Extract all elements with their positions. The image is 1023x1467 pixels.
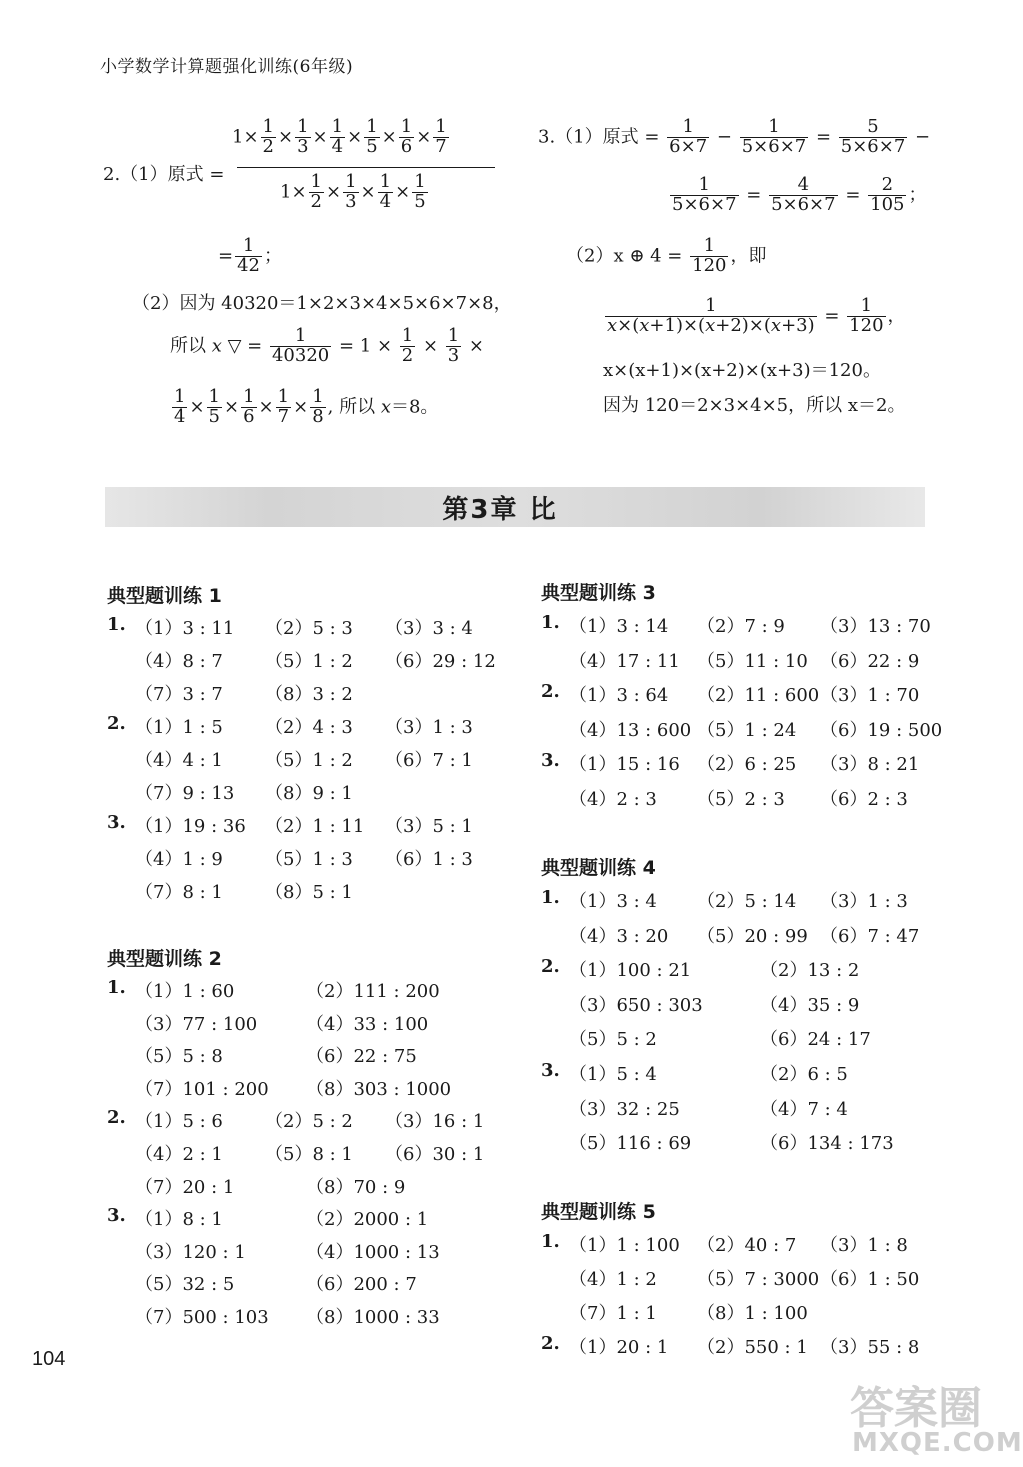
answer-item: （3）1 : 8	[820, 1235, 908, 1256]
answer-item: （4）4 : 1	[135, 750, 223, 771]
answer-item: （1）8 : 1	[135, 1209, 223, 1231]
answer-item: （4）1 : 2	[569, 1269, 657, 1290]
question-number: 1.	[107, 614, 126, 635]
q2-eq: =	[218, 245, 234, 267]
answer-item: （4）13 : 600	[569, 719, 692, 741]
q2-2-so: 所以 x ▽ = $\frac{1}{40320}$ = 1 × $\frac{1}{2}$ × $\frac{1}{3}$ ×	[170, 325, 485, 366]
q3-label: 3.（1）原式 =	[538, 126, 660, 148]
answer-item: （5）7 : 3000	[697, 1269, 820, 1290]
answer-item: （8）1 : 100	[697, 1303, 808, 1324]
answer-item: （2）5 : 2	[265, 1111, 353, 1133]
q3-2-line3: 因为 120＝2×3×4×5，所以 x＝2。	[603, 395, 906, 416]
answer-item: （6）1 : 3	[385, 849, 473, 870]
answer-item: （3）77 : 100	[135, 1013, 258, 1035]
question-number: 1.	[541, 887, 560, 908]
answer-item: （1）15 : 16	[569, 754, 680, 776]
answer-item: （1）100 : 21	[569, 960, 692, 982]
answer-item: （1）1 : 60	[135, 981, 235, 1002]
answer-item: （4）2 : 3	[569, 789, 657, 810]
answer-item: （4）1 : 9	[135, 849, 223, 870]
question-number: 3.	[541, 1060, 560, 1081]
answer-item: （7）101 : 200	[135, 1078, 269, 1100]
page-number: 104	[32, 1348, 66, 1370]
question-number: 1.	[541, 612, 560, 633]
q3-2-line2: x×(x+1)×(x+2)×(x+3)＝120。	[603, 360, 881, 381]
q2-2-end: $\frac{1}{4}$ × $\frac{1}{5}$ × $\frac{1}{6}$ × $\frac{1}{7}$ × $\frac{1}{8}$ , 所以 x＝8。	[174, 386, 439, 427]
answer-item: （5）1 : 2	[265, 750, 353, 771]
answer-item: （7）1 : 1	[569, 1303, 657, 1324]
q3-2-fraction: $\frac{1}{x\times(x+1)\times(x+2)\times(x+3)}$ = $\frac{1}{120}$ ，	[607, 295, 906, 336]
q2-numerator: 1× $\frac{1}{2}$ × $\frac{1}{3}$ × $\frac{1}{4}$ × $\frac{1}{5}$ × $\frac{1}{6}$ × $\frac{1}{7}$	[232, 116, 447, 157]
watermark-logo: 答案圈	[850, 1383, 982, 1434]
section-title-4: 典型题训练 4	[541, 857, 656, 879]
question-number: 3.	[541, 750, 560, 772]
answer-item: （2）13 : 2	[760, 960, 860, 982]
answer-item: （3）13 : 70	[820, 616, 931, 637]
answer-item: （8）5 : 1	[265, 882, 353, 903]
question-number: 2.	[107, 713, 126, 734]
q2-2-line: （2）因为 40320＝1×2×3×4×5×6×7×8，	[132, 293, 512, 314]
answer-item: （5）11 : 10	[697, 650, 808, 672]
answer-item: （2）111 : 200	[306, 981, 440, 1002]
answer-item: （4）8 : 7	[135, 651, 223, 672]
chapter-title: 第3章 比	[442, 495, 558, 525]
answer-item: （6）22 : 75	[306, 1046, 417, 1068]
answer-item: （6）2 : 3	[820, 789, 908, 810]
answer-item: （5）5 : 8	[135, 1046, 223, 1068]
page-header: 小学数学计算题强化训练(6年级)	[100, 57, 354, 77]
answer-item: （2）6 : 25	[697, 754, 797, 776]
answer-item: （3）8 : 21	[820, 754, 920, 776]
answer-item: （6）29 : 12	[385, 651, 496, 672]
answer-item: （4）2 : 1	[135, 1144, 223, 1165]
section-title-3: 典型题训练 3	[541, 582, 656, 604]
answer-item: （2）40 : 7	[697, 1235, 797, 1256]
q3-2-ji: ，即	[730, 245, 767, 267]
answer-item: （8）3 : 2	[265, 684, 353, 705]
answer-item: （6）19 : 500	[820, 719, 943, 741]
section-title-5: 典型题训练 5	[541, 1201, 656, 1223]
q3-line2: $\frac{1}{5\times 6\times 7}$ = $\frac{4}{5\times 6\times 7}$ = $\frac{2}{105}$ ；	[672, 174, 927, 215]
answer-item: （5）2 : 3	[697, 789, 785, 810]
answer-item: （7）20 : 1	[135, 1176, 235, 1198]
answer-item: （7）3 : 7	[135, 684, 223, 705]
answer-item: （6）22 : 9	[820, 650, 920, 672]
question-number: 2.	[541, 681, 560, 703]
answer-item: （5）8 : 1	[265, 1144, 353, 1165]
answer-item: （8）1000 : 33	[306, 1307, 440, 1328]
q3-2-lbl: （2）x ⊕ 4 =	[566, 245, 683, 267]
answer-item: （5）116 : 69	[569, 1133, 692, 1155]
answer-item: （3）32 : 25	[569, 1098, 680, 1120]
answer-item: （1）5 : 6	[135, 1111, 223, 1133]
question-number: 3.	[107, 1205, 126, 1227]
answer-item: （4）35 : 9	[760, 994, 860, 1016]
answer-item: （6）7 : 1	[385, 750, 473, 771]
answer-item: （2）5 : 14	[697, 891, 797, 912]
answer-item: （7）500 : 103	[135, 1307, 269, 1328]
question-number: 2.	[541, 1333, 560, 1354]
answer-item: （3）3 : 4	[385, 618, 473, 639]
answer-item: （5）5 : 2	[569, 1029, 657, 1051]
answer-item: （5）20 : 99	[697, 925, 808, 947]
answer-item: （6）24 : 17	[760, 1029, 871, 1051]
watermark-url: MXQE.COM	[852, 1428, 1023, 1458]
question-number: 2.	[107, 1107, 126, 1129]
answer-item: （1）3 : 4	[569, 891, 657, 912]
answer-item: （6）134 : 173	[760, 1133, 894, 1155]
q2-fraction-bar	[237, 167, 495, 168]
answer-item: （2）6 : 5	[760, 1064, 848, 1085]
q2-result: = $\frac{1}{42}$ ；	[218, 235, 282, 276]
answer-item: （1）20 : 1	[569, 1337, 669, 1358]
answer-item: （1）1 : 100	[569, 1235, 680, 1256]
question-number: 2.	[541, 956, 560, 978]
answer-item: （3）1 : 3	[385, 717, 473, 738]
answer-item: （8）303 : 1000	[306, 1078, 452, 1100]
q2-label: 2.（1）原式 =	[103, 164, 225, 185]
answer-item: （4）7 : 4	[760, 1098, 848, 1120]
answer-item: （8）9 : 1	[265, 783, 353, 804]
answer-item: （2）1 : 11	[265, 816, 365, 837]
answer-item: （1）3 : 14	[569, 616, 669, 637]
answer-item: （3）650 : 303	[569, 994, 703, 1016]
q3-2-label: （2）x ⊕ 4 = $\frac{1}{120}$ ，即	[566, 235, 767, 276]
answer-item: （5）1 : 3	[265, 849, 353, 870]
answer-item: （3）55 : 8	[820, 1337, 920, 1358]
answer-item: （6）200 : 7	[306, 1274, 417, 1296]
answer-item: （3）1 : 70	[820, 685, 920, 707]
question-number: 3.	[107, 812, 126, 833]
answer-item: （2）4 : 3	[265, 717, 353, 738]
answer-item: （8）70 : 9	[306, 1176, 406, 1198]
answer-item: （6）1 : 50	[820, 1269, 920, 1290]
answer-item: （2）2000 : 1	[306, 1209, 429, 1231]
answer-item: （1）5 : 4	[569, 1064, 657, 1085]
answer-item: （2）7 : 9	[697, 616, 785, 637]
answer-item: （4）33 : 100	[306, 1013, 429, 1035]
answer-item: （1）19 : 36	[135, 816, 246, 837]
q3-line1: 3.（1）原式 = $\frac{1}{6\times 7}$ − $\frac{1}{5\times 6\times 7}$ = $\frac{5}{5\times 6\times 7}$ −	[538, 116, 931, 157]
answer-item: （3）1 : 3	[820, 891, 908, 912]
answer-item: （1）3 : 11	[135, 618, 235, 639]
answer-item: （1）1 : 5	[135, 717, 223, 738]
question-number: 1.	[107, 977, 126, 998]
answer-item: （7）9 : 13	[135, 783, 235, 804]
answer-item: （5）1 : 24	[697, 719, 797, 741]
answer-item: （2）11 : 600	[697, 685, 820, 707]
answer-item: （3）5 : 1	[385, 816, 473, 837]
section-title-1: 典型题训练 1	[107, 585, 222, 607]
answer-item: （6）7 : 47	[820, 925, 920, 947]
answer-item: （6）30 : 1	[385, 1144, 485, 1165]
answer-item: （3）16 : 1	[385, 1111, 485, 1133]
answer-item: （5）1 : 2	[265, 651, 353, 672]
section-title-2: 典型题训练 2	[107, 948, 222, 970]
q2-denominator: 1× $\frac{1}{2}$ × $\frac{1}{3}$ × $\frac{1}{4}$ × $\frac{1}{5}$	[280, 171, 426, 212]
question-number: 1.	[541, 1231, 560, 1252]
answer-item: （3）120 : 1	[135, 1241, 246, 1263]
answer-item: （2）5 : 3	[265, 618, 353, 639]
answer-item: （4）1000 : 13	[306, 1241, 440, 1263]
answer-item: （1）3 : 64	[569, 685, 669, 707]
answer-item: （5）32 : 5	[135, 1274, 235, 1296]
answer-item: （4）3 : 20	[569, 925, 669, 947]
answer-item: （4）17 : 11	[569, 650, 680, 672]
answer-item: （7）8 : 1	[135, 882, 223, 903]
answer-item: （2）550 : 1	[697, 1337, 808, 1358]
